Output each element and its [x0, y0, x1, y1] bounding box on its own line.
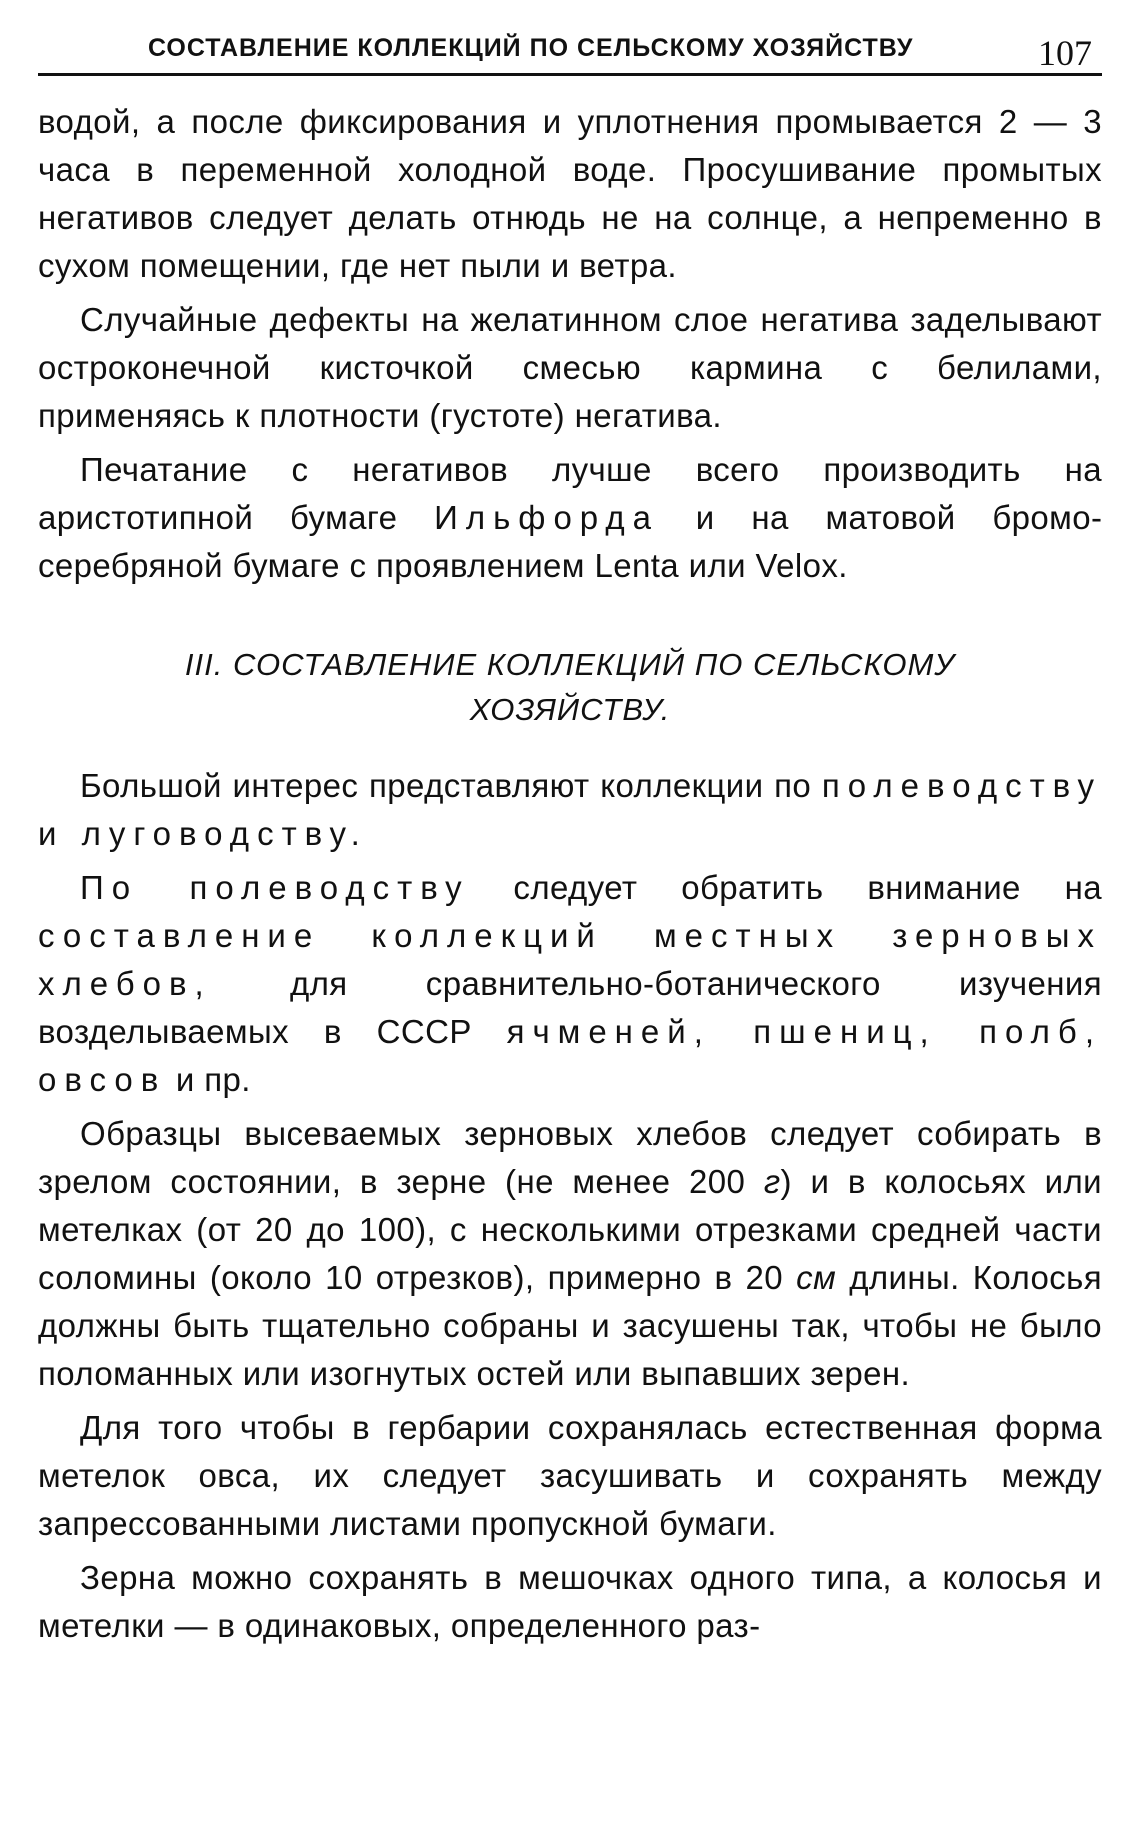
paragraph-5-spaced-2: составление коллекций местных зерновых хлебов,: [38, 917, 1102, 1002]
paragraph-3: [38, 446, 1102, 590]
section-heading-line-2: ХОЗЯЙСТВУ.: [469, 692, 671, 727]
paragraph-6: [38, 1110, 1102, 1398]
section-heading: [38, 642, 1102, 732]
paragraph-5-text-b: для сравнительно-ботанического изучения возделываемых в СССР: [38, 965, 1102, 1050]
paragraph-5-spaced-1: По полеводству: [80, 869, 470, 906]
running-head: [38, 24, 1102, 76]
paragraph-7: Для того чтобы в гербарии сохранялась естественная форма метелок овса, их следует засушивать и сохранять между запрессованными листами пропускной бумаги.: [38, 1409, 1102, 1542]
paragraph-6-unit-cm: см: [796, 1259, 837, 1296]
paragraph-6-text-b: ) и в колосьях или метелках (от 20 до 100), с несколькими отрезками средней части соломины (около 10 отрезков), примерно в 20: [38, 1163, 1102, 1296]
paragraph-3-text-a: Печатание с негативов лучше всего производить на аристотипной бумаге: [38, 451, 1102, 536]
paragraph-2: Случайные дефекты на желатинном слое негатива заделывают остроконечной кисточкой смесью кармина с белилами, применяясь к плотности (густоте) негатива.: [38, 301, 1102, 434]
paragraph-4-text-a: Большой интерес представляют коллекции по: [80, 767, 822, 804]
paragraph-6-unit-grams: г: [763, 1163, 781, 1200]
body-text: [38, 76, 1102, 1650]
paragraph-5-text-a: следует обратить внимание на: [469, 869, 1103, 906]
paragraph-5-text-c: и пр.: [166, 1061, 251, 1098]
running-title: СОСТАВЛЕНИЕ КОЛЛЕКЦИЙ ПО СЕЛЬСКОМУ ХОЗЯЙСТВУ: [148, 34, 914, 62]
paragraph-5-spaced-3: ячменей, пшениц, полб, овсов: [38, 1013, 1102, 1098]
book-page: [38, 24, 1102, 1824]
paragraph-4: [38, 762, 1102, 858]
paragraph-6-text-a: Образцы высеваемых зерновых хлебов следует собирать в зрелом состоянии, в зерне (не менее 200: [38, 1115, 1102, 1200]
paragraph-3-spaced-name: Ильфорда: [434, 499, 660, 536]
paragraph-4-spaced: полеводству и луговодству.: [38, 767, 1102, 852]
paragraph-1: водой, а после фиксирования и уплотнения промывается 2 — 3 часа в переменной холодной воде. Просушивание промытых негативов следует делать отнюдь не на солнце, а непременно в сухом помещении, где нет пыли и ветра.: [38, 103, 1102, 284]
page-number: 107: [1038, 33, 1092, 73]
paragraph-5: [38, 864, 1102, 1104]
paragraph-6-text-c: длины. Колосья должны быть тщательно собраны и засушены так, чтобы не было поломанных или изогнутых остей или выпавших зерен.: [38, 1259, 1102, 1392]
paragraph-8: Зерна можно сохранять в мешочках одного типа, а колосья и метелки — в одинаковых, определенного раз-: [38, 1559, 1102, 1644]
section-heading-line-1: III. СОСТАВЛЕНИЕ КОЛЛЕКЦИЙ ПО СЕЛЬСКОМУ: [184, 647, 956, 682]
paragraph-3-text-b: и на матовой бромосеребряной бумаге с проявлением Lenta или Velox.: [38, 499, 1102, 584]
